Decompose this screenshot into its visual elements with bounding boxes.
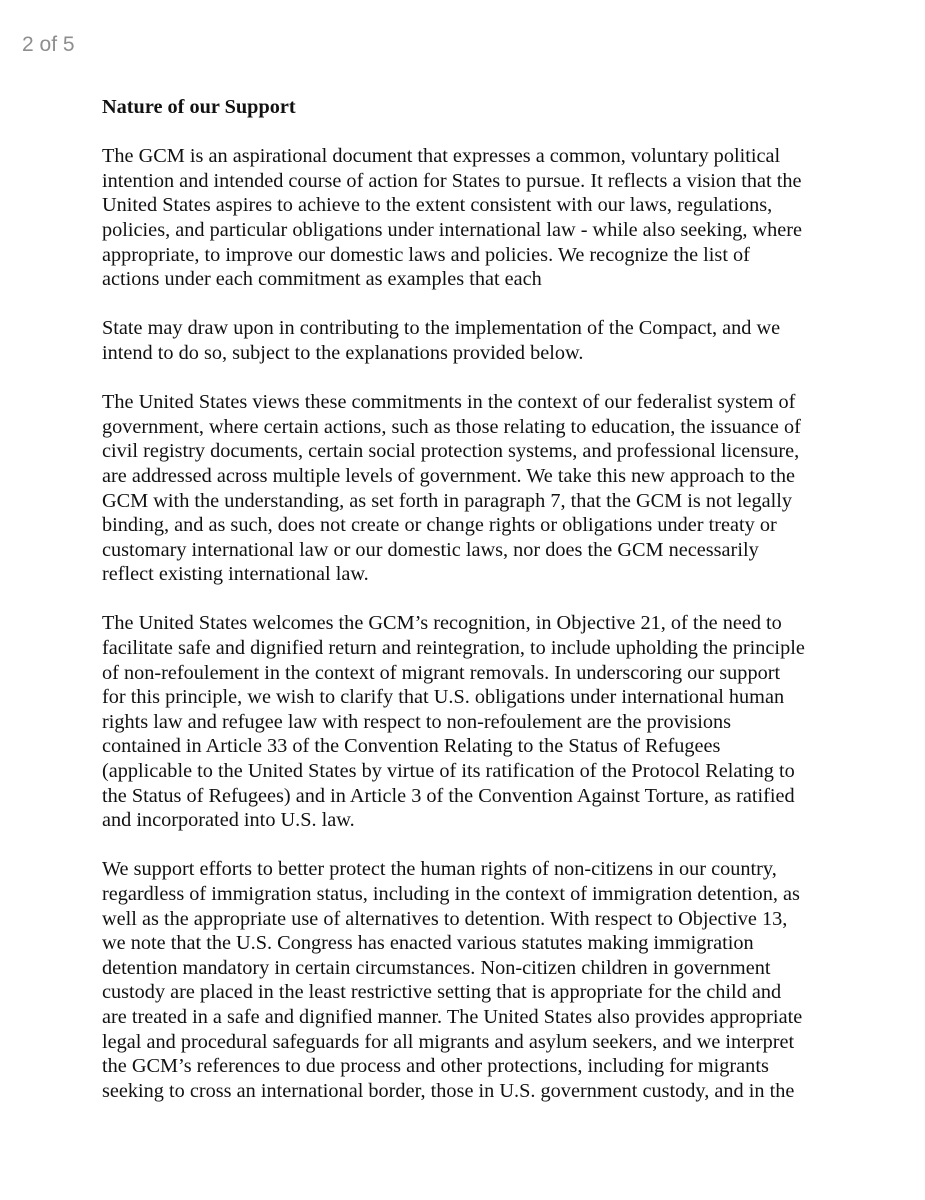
text-line: policies, and particular obligations under international law - while also seeking, where (102, 218, 803, 241)
text-line: intention and intended course of action for States to pursue. It reflects a vision that the (102, 169, 802, 192)
document-page (102, 95, 805, 1128)
text-line: rights law and refugee law with respect to non-refoulement are the provisions (102, 710, 732, 733)
text-line: and incorporated into U.S. law. (102, 809, 355, 832)
text-line: United States aspires to achieve to the extent consistent with our laws, regulations, (102, 194, 773, 217)
text-line: (applicable to the United States by virtue of its ratification of the Protocol Relating to (102, 760, 795, 783)
text-line: well as the appropriate use of alternatives to detention. With respect to Objective 13, (102, 907, 788, 930)
paragraph (102, 390, 805, 587)
text-line: intend to do so, subject to the explanations provided below. (102, 341, 584, 364)
text-line: GCM with the understanding, as set forth in paragraph 7, that the GCM is not legally (102, 489, 793, 512)
text-line: government, where certain actions, such as those relating to education, the issuance of (102, 415, 801, 438)
text-line: appropriate, to improve our domestic laws and policies. We recognize the list of (102, 243, 750, 266)
text-line: The GCM is an aspirational document that expresses a common, voluntary political (102, 145, 781, 168)
text-line: binding, and as such, does not create or change rights or obligations under treaty or (102, 514, 777, 537)
text-line: of non-refoulement in the context of migrant removals. In underscoring our support (102, 661, 781, 684)
text-line: facilitate safe and dignified return and reintegration, to include upholding the principle (102, 637, 805, 660)
page-indicator: 2 of 5 (22, 33, 75, 56)
text-line: legal and procedural safeguards for all migrants and asylum seekers, and we interpret (102, 1030, 795, 1053)
text-line: actions under each commitment as examples that each (102, 268, 542, 291)
text-line: The United States views these commitments in the context of our federalist system of (102, 391, 796, 414)
text-line: contained in Article 33 of the Convention Relating to the Status of Refugees (102, 735, 721, 758)
text-line: The United States welcomes the GCM’s recognition, in Objective 21, of the need to (102, 612, 782, 635)
text-line: We support efforts to better protect the human rights of non-citizens in our country, (102, 858, 777, 881)
paragraph (102, 857, 805, 1103)
text-line: customary international law or our domestic laws, nor does the GCM necessarily (102, 538, 759, 561)
text-line: regardless of immigration status, including in the context of immigration detention, as (102, 883, 800, 905)
text-line: the GCM’s references to due process and other protections, including for migrants (102, 1055, 769, 1078)
document-body (102, 144, 805, 1103)
text-line: we note that the U.S. Congress has enacted various statutes making immigration (102, 932, 754, 955)
paragraph (102, 144, 805, 292)
section-heading: Nature of our Support (102, 96, 296, 118)
text-line: seeking to cross an international border, those in U.S. government custody, and in the (102, 1079, 795, 1102)
paragraph (102, 611, 805, 832)
text-line: for this principle, we wish to clarify that U.S. obligations under international human (102, 686, 785, 709)
text-line: State may draw upon in contributing to the implementation of the Compact, and we (102, 317, 781, 340)
text-line: custody are placed in the least restrictive setting that is appropriate for the child and (102, 981, 782, 1004)
text-line: the Status of Refugees) and in Article 3 of the Convention Against Torture, as ratified (102, 784, 795, 807)
text-line: civil registry documents, certain social protection systems, and professional licensure, (102, 440, 800, 463)
text-line: are addressed across multiple levels of government. We take this new approach to the (102, 464, 795, 487)
text-line: detention mandatory in certain circumstances. Non-citizen children in government (102, 956, 771, 979)
text-line: reflect existing international law. (102, 563, 369, 586)
text-line: are treated in a safe and dignified manner. The United States also provides appropriate (102, 1005, 803, 1028)
paragraph (102, 316, 805, 365)
